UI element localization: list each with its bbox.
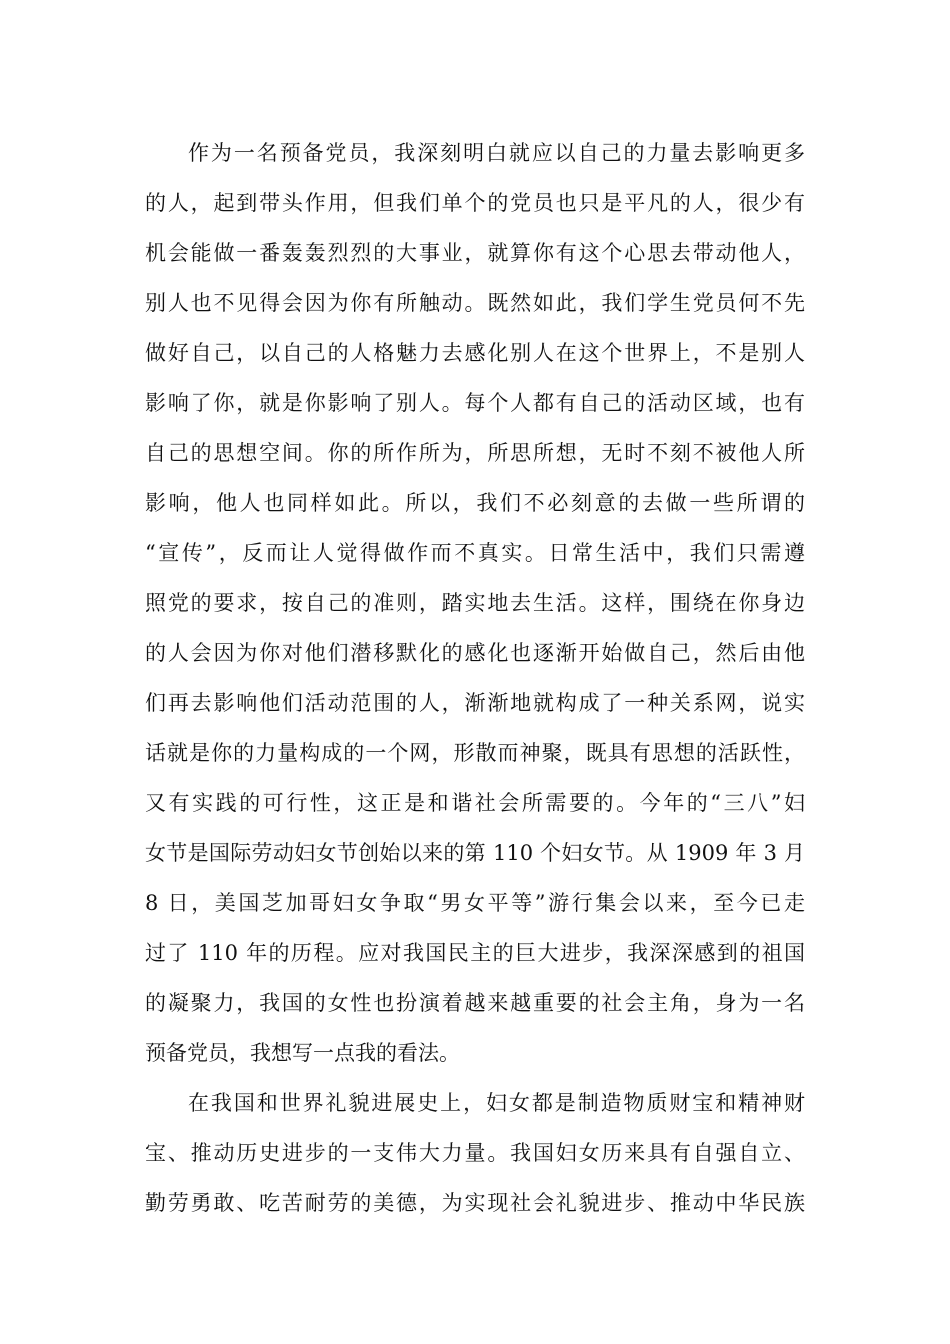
paragraph-1-line-13: 话就是你的力量构成的一个网，形散而神聚，既具有思想的活跃性， [145,741,805,765]
body-text [145,128,805,1228]
paragraph-1-line-6: 影响了你，就是你影响了别人。每个人都有自己的活动区域，也有 [145,391,805,415]
paragraph-1-line-18: 的凝聚力，我国的女性也扮演着越来越重要的社会主角，身为一名 [145,991,805,1015]
paragraph-1-line-7: 自己的思想空间。你的所作所为，所思所想，无时不刻不被他人所 [145,441,805,465]
paragraph-1-line-11: 的人会因为你对他们潜移默化的感化也逐渐开始做自己，然后由他 [145,641,805,665]
paragraph-1-line-3: 机会能做一番轰轰烈烈的大事业，就算你有这个心思去带动他人， [145,241,805,265]
paragraph-1-line-9: “宣传”，反而让人觉得做作而不真实。日常生活中，我们只需遵 [145,541,805,565]
paragraph-1-line-16: 8 日，美国芝加哥妇女争取“男女平等”游行集会以来，至今已走 [145,891,805,915]
paragraph-1-line-17: 过了 110 年的历程。应对我国民主的巨大进步，我深深感到的祖国 [145,941,805,965]
paragraph-1-line-4: 别人也不见得会因为你有所触动。既然如此，我们学生党员何不先 [145,291,805,315]
paragraph-1-line-15: 女节是国际劳动妇女节创始以来的第 110 个妇女节。从 1909 年 3 月 [145,841,805,865]
paragraph-2-line-2: 宝、推动历史进步的一支伟大力量。我国妇女历来具有自强自立、 [145,1141,805,1165]
paragraph-1-line-5: 做好自己，以自己的人格魅力去感化别人在这个世界上，不是别人 [145,341,805,365]
paragraph-1-line-14: 又有实践的可行性，这正是和谐社会所需要的。今年的“三八”妇 [145,791,805,815]
paragraph-2-line-1: 在我国和世界礼貌进展史上，妇女都是制造物质财宝和精神财 [188,1091,805,1115]
paragraph-2-line-3: 勤劳勇敢、吃苦耐劳的美德，为实现社会礼貌进步、推动中华民族 [145,1191,805,1215]
paragraph-1-line-1: 作为一名预备党员，我深刻明白就应以自己的力量去影响更多 [188,141,805,165]
paragraph-1-line-2: 的人，起到带头作用，但我们单个的党员也只是平凡的人，很少有 [145,191,805,215]
paragraph-1-line-10: 照党的要求，按自己的准则，踏实地去生活。这样，围绕在你身边 [145,591,805,615]
paragraph-1-line-12: 们再去影响他们活动范围的人，渐渐地就构成了一种关系网，说实 [145,691,805,715]
paragraph-1-line-19: 预备党员，我想写一点我的看法。 [145,1041,460,1065]
paragraph-1-line-8: 影响，他人也同样如此。所以，我们不必刻意的去做一些所谓的 [145,491,805,515]
